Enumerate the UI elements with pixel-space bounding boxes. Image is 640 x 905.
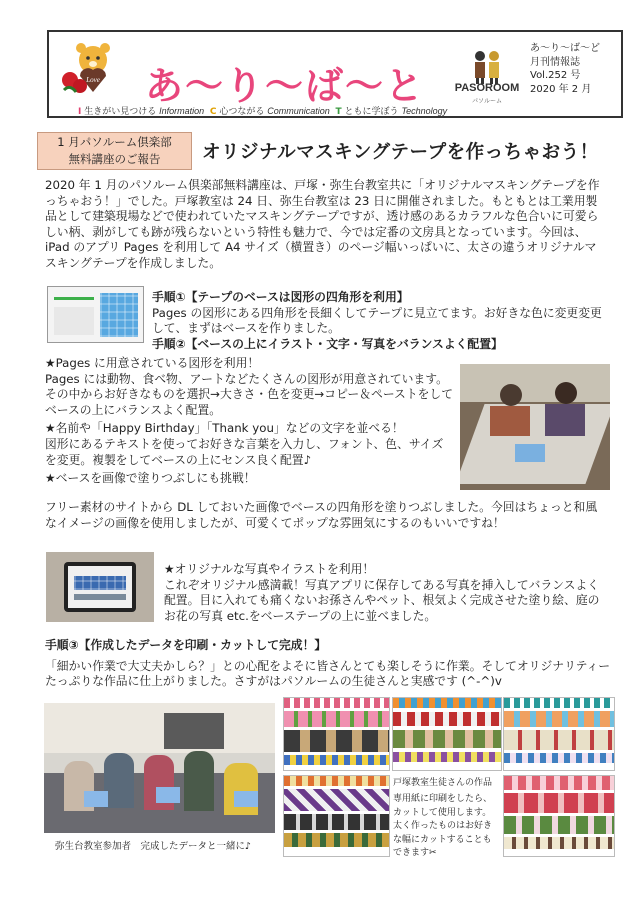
tagline <box>78 104 447 117</box>
step2-bullets-top <box>45 356 455 487</box>
report-label-line: 無料講座のご報告 <box>68 152 161 166</box>
step1-body: Pages の図形にある四角形を長細くしてテープに見立てます。お好きな色に変更変更して、まずはベースを作りました。 <box>152 305 602 336</box>
tape-sample-flowers <box>392 697 502 771</box>
tagline-en: Information <box>159 106 205 116</box>
issue-line: 月刊情報誌 <box>530 56 580 68</box>
newsletter-title: あ〜り〜ば〜と <box>145 64 426 108</box>
totsuka-caption: 戸塚教室生徒さんの作品 <box>393 778 493 788</box>
tagline-letter-i: I <box>78 107 82 117</box>
tape-sample-cats <box>503 775 615 857</box>
bullet-photo-heading: ★オリジナルな写真やイラストを利用！ <box>164 562 375 576</box>
tagline-text: 生きがい見つける <box>84 107 157 117</box>
issue-line: 2020 年 2 月 <box>530 83 592 95</box>
yayoidai-caption: 弥生台教室参加者 完成したデータと一緒に♪ <box>55 841 252 852</box>
step3-body: 「細かい作業で大丈夫かしら？」との心配をよそに皆さんとても楽しそうに作業。そしてオリジナリティーたっぷりな作品に仕上がりました。さすがはパソルームの生徒さんと実感です (^-^)v <box>45 658 611 689</box>
step3-block <box>45 638 615 690</box>
report-label-box <box>37 132 192 170</box>
report-label-line: 1 月パソルーム倶楽部 <box>57 135 172 149</box>
tagline-letter-c: C <box>209 107 217 117</box>
bullet-fill-body: フリー素材のサイトから DL しておいた画像でベースの四角形を塗りつぶしました。今回はちょっと和風なイメージの画像を使用しましたが、可愛くてポップな雰囲気にするのもいいですね！ <box>45 500 598 530</box>
tagline-text: 心つながる <box>219 107 265 117</box>
logo-wordmark: PASOROOM <box>454 82 520 94</box>
logo-subtitle: パソルーム <box>471 98 502 105</box>
tagline-en: Communication <box>267 106 330 116</box>
issue-line: あ〜り〜ば〜ど <box>530 43 600 54</box>
step1-block <box>152 290 604 352</box>
tape-sample-pattern <box>283 775 390 857</box>
classroom-photo <box>460 364 610 490</box>
tape-sample-birds <box>503 697 615 771</box>
bullet-photo-body: これぞオリジナル感満載！写真アプリに保存してある写真を挿入してバランスよく配置。目に入れても痛くないお孫さんやペット、根気よく完成させた塗り絵、庭のお花の写真 etc.をベーステープの上に並べました。 <box>164 577 600 623</box>
bullet-text-heading: ★名前や「Happy Birthday」「Thank you」などの文字を並べる！ <box>45 421 404 436</box>
bullet-fill-heading: ★ベースを画像で塗りつぶしにも挑戦！ <box>45 471 256 486</box>
issue-info <box>530 42 610 96</box>
bullet-shapes-body: Pages には動物、食べ物、アートなどたくさんの図形が用意されています。その中からお好きなものを選択→大きさ・色を変更→コピー＆ペーストをしてベースの上にバランスよく配置。 <box>45 371 454 417</box>
bear-mascot-icon <box>58 40 128 100</box>
step1-heading: 手順①【テープのベースは図形の四角形を利用】 <box>152 290 409 304</box>
tagline-en: Technology <box>401 106 448 116</box>
issue-line: Vol.252 号 <box>530 70 581 81</box>
bullet-photo-block <box>164 562 604 624</box>
ipad-hands-photo <box>46 552 154 622</box>
yayoidai-group-photo <box>44 703 275 833</box>
love-badge-text: Love <box>86 76 100 84</box>
bullet-text-body: 図形にあるテキストを使ってお好きな言葉を入力し、フォント、色、サイズを変更。複製をしてベースの上にセンス良く配置♪ <box>45 436 444 467</box>
intro-paragraph: 2020 年 1 月のパソルーム倶楽部無料講座は、戸塚・弥生台教室共に「オリジナルマスキングテープを作っちゃおう！」でした。戸塚教室は 24 日、弥生台教室は 23 日に開催されました。もともとは工業用製品として建築現場などで使われていたマスキングテープですが、透け感のあるカラフルな色合いに可愛らしい柄、剥がしても跡が残らないという特性も魅力で、今では定番の文房具となっています。今回は、iPad のアプリ Pages を利用して A4 サイズ（横置き）のページ幅いっぱいに、太さの違うオリジナルマスキングテープを作成しました。 <box>45 178 600 270</box>
tagline-text: ともに学ぼう <box>344 107 399 117</box>
bullet-shapes-heading: ★Pages に用意されている図形を利用！ <box>45 356 260 370</box>
step2-heading: 手順②【ベースの上にイラスト・文字・写真をバランスよく配置】 <box>152 336 503 351</box>
pages-screenshot-image <box>47 286 144 343</box>
step3-heading: 手順③【作成したデータを印刷・カットして完成！】 <box>45 638 327 652</box>
tagline-letter-t: T <box>335 107 342 117</box>
print-cut-note: 専用紙に印刷をしたら、カットして使用します。太く作ったものはお好きな幅にカットすることもできます✂ <box>393 794 493 858</box>
tape-sample-shoes <box>283 697 390 771</box>
article-headline: オリジナルマスキングテープを作っちゃおう！ <box>202 142 599 163</box>
